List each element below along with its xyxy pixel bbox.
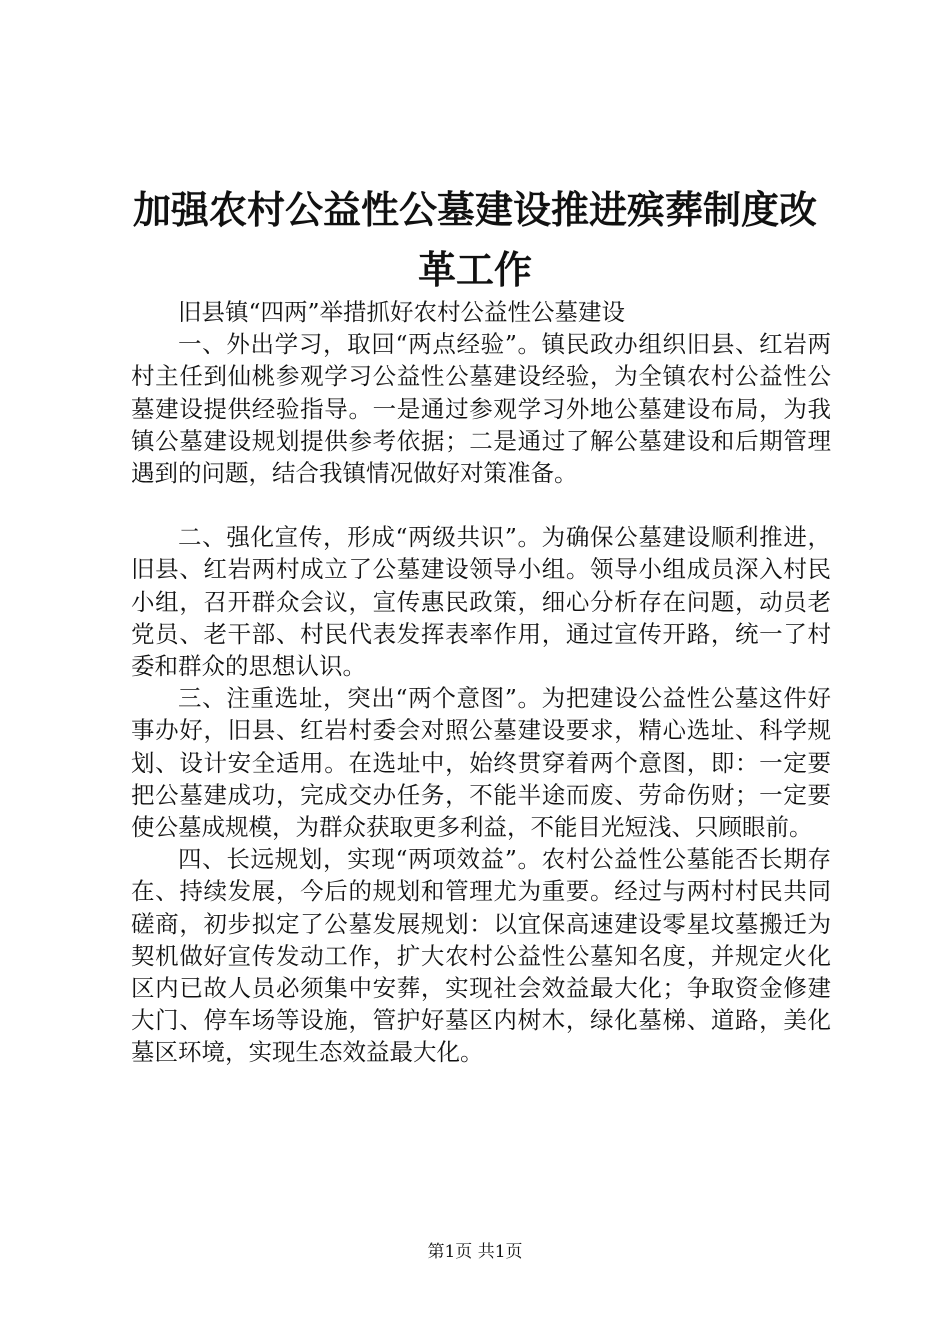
paragraph-4: 四、长远规划，实现“两项效益”。农村公益性公墓能否长期存在、持续发展，今后的规划和管理尤为重要。经过与两村村民共同磋商，初步拟定了公墓发展规划：以宜保高速建设零星坟墓搬迁为契机做好宣传发动工作，扩大农村公益性公墓知名度，并规定火化区内已故人员必须集中安葬，实现社会效益最大化；争取资金修建大门、停车场等设施，管护好墓区内树木，绿化墓梯、道路，美化墓区环境，实现生态效益最大化。 [131, 845, 831, 1067]
paragraph-3: 三、注重选址，突出“两个意图”。为把建设公益性公墓这件好事办好，旧县、红岩村委会对照公墓建设要求，精心选址、科学规划、设计安全适用。在选址中，始终贯穿着两个意图，即：一定要把公墓建成功，完成交办任务，不能半途而废、劳命伤财；一定要使公墓成规模，为群众获取更多利益，不能目光短浅、只顾眼前。 [131, 684, 831, 842]
paragraph-2: 二、强化宣传，形成“两级共识”。为确保公墓建设顺利推进，旧县、红岩两村成立了公墓建设领导小组。领导小组成员深入村民小组，召开群众会议，宣传惠民政策，细心分析存在问题，动员老党员、老干部、村民代表发挥表率作用，通过宣传开路，统一了村委和群众的思想认识。 [131, 523, 831, 681]
document-body [131, 296, 831, 1069]
paragraph-1: 一、外出学习，取回“两点经验”。镇民政办组织旧县、红岩两村主任到仙桃参观学习公益性公墓建设经验，为全镇农村公益性公墓建设提供经验指导。一是通过参观学习外地公墓建设布局，为我镇公墓建设规划提供参考依据；二是通过了解公墓建设和后期管理遇到的问题，结合我镇情况做好对策准备。 [131, 330, 831, 488]
paragraph-gap [131, 489, 831, 521]
document-subtitle: 旧县镇“四两”举措抓好农村公益性公墓建设 [178, 298, 626, 326]
page-footer: 第1页 共1页 [427, 1242, 523, 1262]
document-title: 加强农村公益性公墓建设推进殡葬制度改革工作 [132, 187, 817, 292]
